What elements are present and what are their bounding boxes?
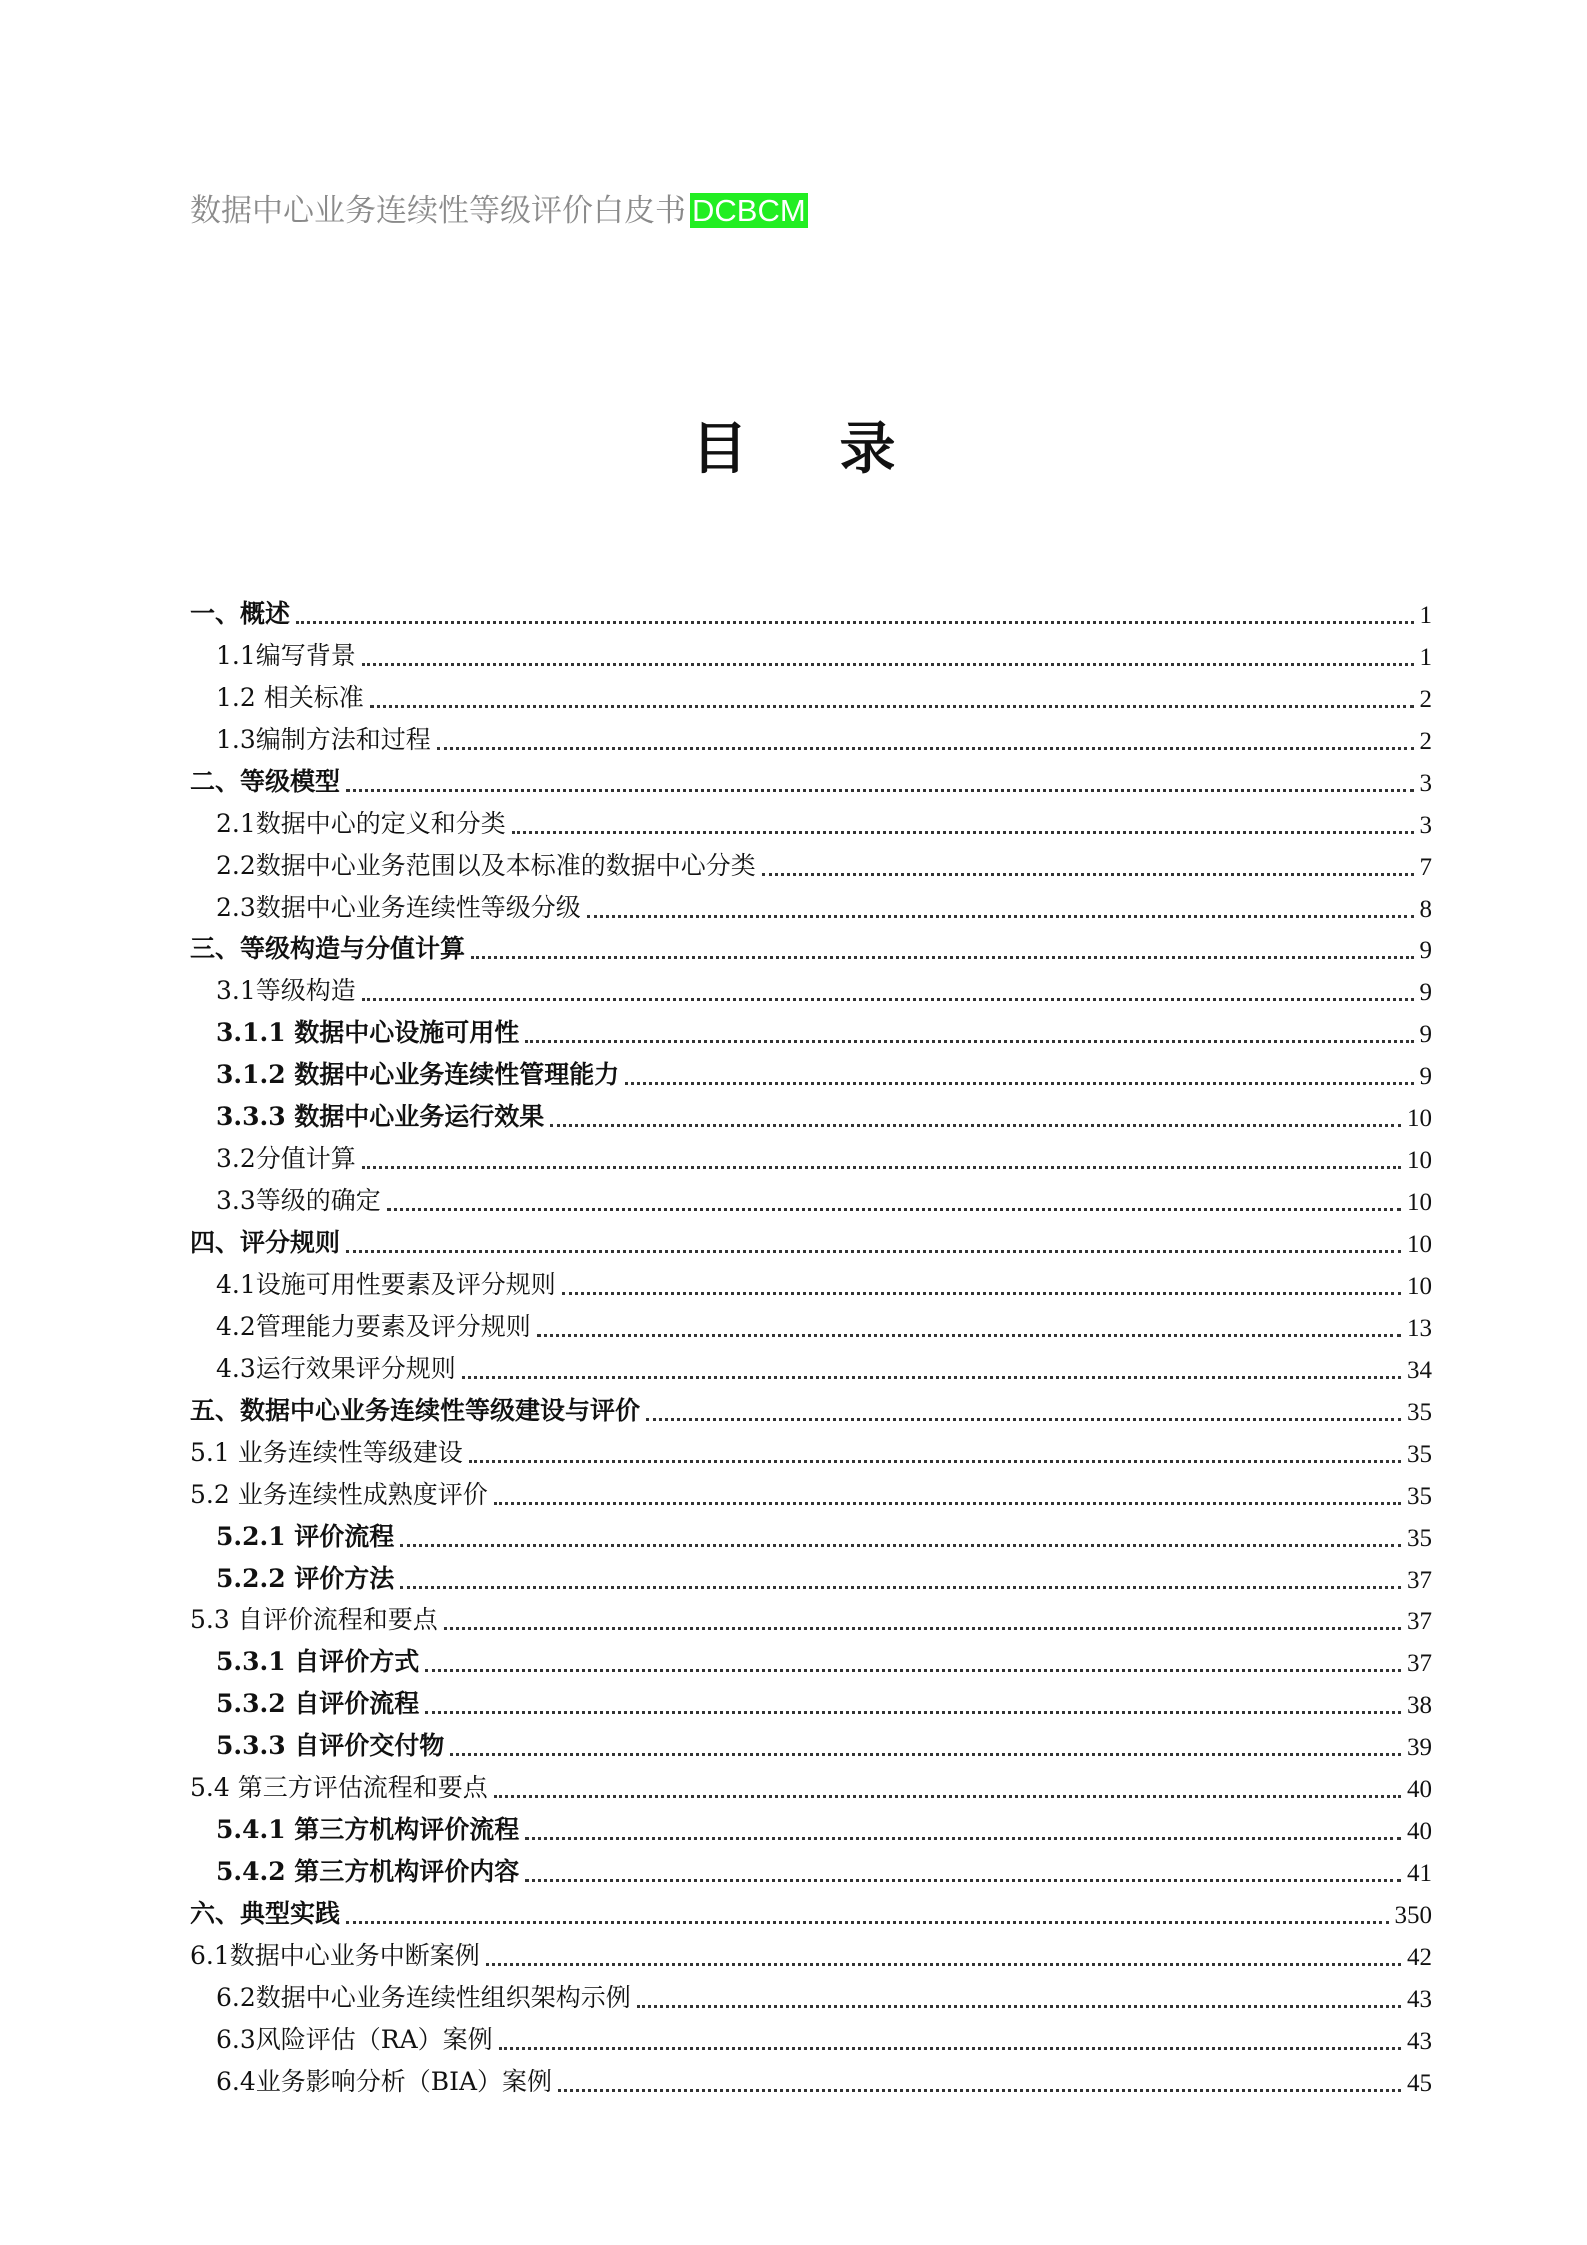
toc-dot-leader (494, 1795, 1401, 1798)
toc-entry[interactable] (190, 969, 1432, 1011)
toc-entry[interactable] (190, 1682, 1432, 1724)
toc-entry-page-number: 3 (1419, 769, 1432, 797)
toc-dot-leader (346, 789, 1413, 792)
toc-dot-leader (499, 2047, 1401, 2050)
toc-entry-label: 一、概述 (190, 598, 291, 628)
toc-entry[interactable] (190, 676, 1432, 718)
toc-entry-page-number: 42 (1407, 1943, 1432, 1971)
toc-entry-label: 3.3.3 数据中心业务运行效果 (216, 1102, 545, 1132)
toc-entry-page-number: 37 (1407, 1608, 1432, 1636)
toc-entry-page-number: 3 (1419, 811, 1432, 839)
toc-entry-label: 三、等级构造与分值计算 (190, 934, 466, 964)
toc-entry-page-number: 35 (1407, 1440, 1432, 1468)
toc-entry[interactable] (190, 1850, 1432, 1892)
title-char-1: 目 (691, 416, 748, 482)
toc-entry-label: 六、典型实践 (190, 1899, 341, 1928)
toc-entry[interactable] (190, 1892, 1432, 1934)
toc-entry-label: 4.2管理能力要素及评分规则 (216, 1311, 531, 1341)
toc-entry-page-number: 37 (1407, 1650, 1432, 1678)
toc-entry[interactable] (190, 1557, 1432, 1599)
toc-entry[interactable] (190, 1179, 1432, 1221)
toc-entry-label: 2.3数据中心业务连续性等级分级 (216, 892, 581, 922)
toc-entry-page-number: 10 (1407, 1231, 1432, 1258)
toc-entry-page-number: 13 (1407, 1314, 1432, 1342)
toc-dot-leader (637, 2005, 1401, 2008)
toc-entry-page-number: 10 (1407, 1147, 1432, 1175)
toc-dot-leader (512, 831, 1414, 834)
toc-entry[interactable] (190, 592, 1432, 634)
toc-dot-leader (537, 1334, 1401, 1337)
toc-dot-leader (370, 705, 1414, 708)
toc-dot-leader (444, 1627, 1401, 1630)
toc-entry[interactable] (190, 1305, 1432, 1347)
toc-dot-leader (625, 1082, 1413, 1085)
toc-dot-leader (425, 1711, 1401, 1714)
toc-dot-leader (400, 1544, 1401, 1547)
header-title: 数据中心业务连续性等级评价白皮书 (190, 193, 686, 229)
toc-entry-label: 五、数据中心业务连续性等级建设与评价 (190, 1395, 641, 1425)
toc-entry-label: 6.1数据中心业务中断案例 (190, 1940, 480, 1970)
toc-entry-label: 3.3等级的确定 (216, 1186, 381, 1216)
toc-dot-leader (494, 1502, 1401, 1505)
toc-dot-leader (762, 873, 1414, 876)
toc-entry[interactable] (190, 886, 1432, 928)
toc-entry[interactable] (190, 760, 1432, 802)
toc-entry-page-number: 2 (1419, 727, 1432, 755)
toc-dot-leader (346, 1250, 1401, 1253)
toc-dot-leader (387, 1208, 1401, 1211)
toc-entry[interactable] (190, 1263, 1432, 1305)
toc-entry-label: 4.1设施可用性要素及评分规则 (216, 1269, 556, 1299)
toc-entry-label: 3.2分值计算 (216, 1144, 356, 1174)
toc-entry-label: 6.3风险评估（RA）案例 (216, 2024, 493, 2054)
toc-entry-label: 2.1数据中心的定义和分类 (216, 808, 506, 838)
title-char-2: 录 (839, 416, 896, 482)
toc-entry-page-number: 8 (1419, 895, 1432, 923)
toc-dot-leader (550, 1124, 1401, 1127)
toc-dot-leader (362, 998, 1414, 1001)
toc-entry-page-number: 10 (1407, 1105, 1432, 1133)
toc-entry-label: 3.1.2 数据中心业务连续性管理能力 (216, 1060, 620, 1090)
toc-entry-page-number: 35 (1407, 1524, 1432, 1552)
toc-entry-label: 5.4.1 第三方机构评价流程 (216, 1815, 520, 1845)
toc-dot-leader (525, 1879, 1401, 1882)
toc-entry-page-number: 350 (1394, 1902, 1432, 1929)
toc-entry[interactable] (190, 634, 1432, 676)
toc-dot-leader (362, 663, 1414, 666)
toc-entry[interactable] (190, 1011, 1432, 1053)
toc-entry-page-number: 9 (1419, 937, 1432, 965)
toc-entry[interactable] (190, 1137, 1432, 1179)
toc-entry[interactable] (190, 844, 1432, 886)
toc-dot-leader (346, 1921, 1388, 1924)
toc-entry-page-number: 1 (1419, 601, 1432, 629)
toc-entry-label: 6.2数据中心业务连续性组织架构示例 (216, 1982, 631, 2012)
toc-entry-label: 5.4 第三方评估流程和要点 (190, 1773, 488, 1803)
toc-entry-page-number: 34 (1407, 1356, 1432, 1384)
toc-entry-label: 1.1编写背景 (216, 640, 356, 670)
toc-dot-leader (486, 1963, 1401, 1966)
toc-entry-page-number: 1 (1419, 643, 1432, 671)
toc-entry-label: 1.2 相关标准 (216, 682, 364, 712)
toc-entry-label: 四、评分规则 (190, 1228, 341, 1257)
toc-entry-page-number: 43 (1407, 1985, 1432, 2013)
toc-entry-page-number: 35 (1407, 1398, 1432, 1426)
document-header (190, 190, 808, 232)
toc-entry[interactable] (190, 1221, 1432, 1263)
toc-entry[interactable] (190, 1515, 1432, 1557)
toc-entry[interactable] (190, 802, 1432, 844)
toc-entry-page-number: 9 (1419, 1063, 1432, 1091)
toc-entry[interactable] (190, 2018, 1432, 2060)
toc-dot-leader (587, 915, 1414, 918)
toc-entry-label: 5.3.2 自评价流程 (216, 1689, 420, 1719)
toc-entry[interactable] (190, 1053, 1432, 1095)
toc-entry[interactable] (190, 1095, 1432, 1137)
toc-dot-leader (362, 1166, 1401, 1169)
table-of-contents (190, 592, 1432, 2102)
toc-entry[interactable] (190, 1347, 1432, 1389)
toc-entry-page-number: 38 (1407, 1692, 1432, 1720)
toc-entry-page-number: 40 (1407, 1776, 1432, 1804)
toc-dot-leader (646, 1418, 1401, 1421)
toc-entry[interactable] (190, 1599, 1432, 1641)
toc-entry-label: 5.4.2 第三方机构评价内容 (216, 1857, 520, 1887)
toc-dot-leader (469, 1460, 1401, 1463)
toc-entry-label: 1.3编制方法和过程 (216, 724, 431, 754)
toc-dot-leader (425, 1669, 1401, 1672)
toc-entry-page-number: 45 (1407, 2069, 1432, 2097)
toc-entry-label: 5.3 自评价流程和要点 (190, 1605, 438, 1635)
toc-dot-leader (400, 1586, 1401, 1589)
toc-entry-page-number: 37 (1407, 1566, 1432, 1594)
toc-entry-label: 5.2.2 评价方法 (216, 1563, 395, 1593)
toc-entry-label: 5.1 业务连续性等级建设 (190, 1437, 463, 1467)
toc-entry-label: 5.2.1 评价流程 (216, 1521, 395, 1551)
toc-entry-label: 3.1等级构造 (216, 976, 356, 1006)
page-title (0, 405, 1587, 485)
toc-entry[interactable] (190, 1934, 1432, 1976)
toc-dot-leader (462, 1376, 1401, 1379)
toc-dot-leader (296, 621, 1413, 624)
toc-entry-page-number: 39 (1407, 1734, 1432, 1762)
toc-entry-page-number: 35 (1407, 1482, 1432, 1510)
toc-entry-page-number: 10 (1407, 1272, 1432, 1300)
toc-entry-label: 2.2数据中心业务范围以及本标准的数据中心分类 (216, 850, 756, 880)
toc-entry[interactable] (190, 718, 1432, 760)
toc-entry[interactable] (190, 1976, 1432, 2018)
toc-entry[interactable] (190, 1808, 1432, 1850)
toc-entry[interactable] (190, 1389, 1432, 1431)
toc-dot-leader (437, 747, 1414, 750)
toc-entry-page-number: 43 (1407, 2027, 1432, 2055)
header-code-highlight: DCBCM (692, 193, 806, 228)
toc-entry[interactable] (190, 1724, 1432, 1766)
toc-entry-page-number: 7 (1419, 853, 1432, 881)
toc-entry-label: 5.2 业务连续性成熟度评价 (190, 1479, 488, 1509)
toc-dot-leader (450, 1753, 1401, 1756)
toc-dot-leader (558, 2089, 1401, 2092)
toc-entry-page-number: 41 (1407, 1860, 1432, 1888)
toc-dot-leader (525, 1837, 1401, 1840)
toc-entry-label: 5.3.3 自评价交付物 (216, 1731, 445, 1761)
toc-entry[interactable] (190, 1431, 1432, 1473)
toc-entry-page-number: 40 (1407, 1818, 1432, 1846)
toc-entry[interactable] (190, 2060, 1432, 2102)
toc-entry[interactable] (190, 928, 1432, 970)
toc-dot-leader (562, 1292, 1401, 1295)
toc-entry-label: 3.1.1 数据中心设施可用性 (216, 1018, 520, 1048)
toc-entry[interactable] (190, 1473, 1432, 1515)
toc-entry[interactable] (190, 1640, 1432, 1682)
toc-entry[interactable] (190, 1766, 1432, 1808)
toc-dot-leader (471, 956, 1413, 959)
toc-entry-label: 5.3.1 自评价方式 (216, 1647, 420, 1677)
toc-entry-page-number: 9 (1419, 979, 1432, 1007)
toc-entry-label: 4.3运行效果评分规则 (216, 1353, 456, 1383)
toc-entry-page-number: 2 (1419, 685, 1432, 713)
toc-entry-page-number: 10 (1407, 1189, 1432, 1217)
toc-entry-label: 二、等级模型 (190, 766, 341, 796)
toc-entry-page-number: 9 (1419, 1021, 1432, 1049)
toc-dot-leader (525, 1040, 1413, 1043)
toc-entry-label: 6.4业务影响分析（BIA）案例 (216, 2066, 553, 2096)
